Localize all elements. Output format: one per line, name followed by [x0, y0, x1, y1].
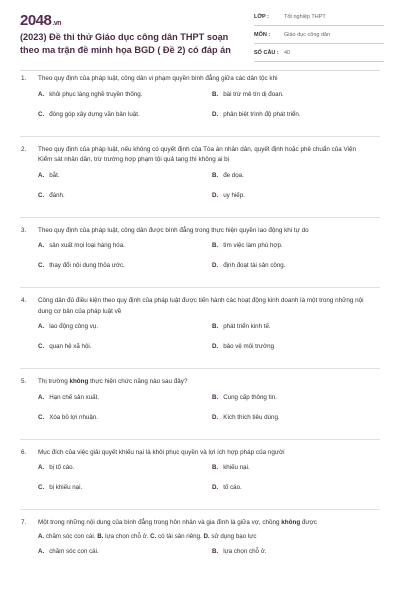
- option-letter: B.: [212, 464, 219, 471]
- answer-option-b[interactable]: [212, 394, 277, 401]
- exam-meta: [254, 12, 384, 66]
- option-letter: A.: [38, 171, 45, 179]
- option-letter: D.: [212, 262, 219, 269]
- option-letter: D.: [212, 343, 219, 350]
- meta-label: SỐ CÂU :: [254, 50, 279, 56]
- question-7: [0, 518, 400, 568]
- option-letter: C.: [38, 343, 45, 350]
- answer-option-b[interactable]: [212, 323, 271, 330]
- option-text: bài trừ mê tín dị đoan.: [223, 90, 284, 98]
- answer-option-c[interactable]: [38, 414, 98, 421]
- question-divider: [20, 509, 380, 510]
- answer-options: [38, 394, 372, 434]
- question-2: [0, 145, 400, 218]
- option-letter: C.: [150, 532, 157, 540]
- option-letter: D.: [212, 191, 219, 199]
- meta-label: MÔN :: [254, 32, 271, 38]
- option-text: bắt.: [49, 171, 60, 179]
- option-letter: A.: [38, 547, 45, 555]
- question-text-emphasis: không: [281, 519, 301, 526]
- option-text: quan hệ xã hội.: [49, 343, 92, 350]
- option-letter: B.: [212, 393, 219, 401]
- question-number: 4.: [21, 297, 27, 304]
- answer-options: [38, 323, 372, 363]
- option-text: Kích thích tiêu dùng.: [223, 413, 280, 421]
- answer-option-d[interactable]: [212, 262, 285, 269]
- option-text: đóng góp xây dựng văn bản luật.: [49, 110, 140, 118]
- option-text: tố cáo.: [223, 484, 242, 491]
- option-text: chăm sóc con cái.: [45, 532, 96, 540]
- answer-options: [38, 91, 372, 131]
- option-text: lao động công vụ.: [49, 323, 99, 330]
- option-letter: D.: [212, 413, 219, 421]
- answer-option-b[interactable]: [212, 172, 244, 179]
- question-divider: [20, 439, 380, 440]
- answer-option-a[interactable]: [38, 394, 99, 401]
- answer-option-b[interactable]: [212, 548, 266, 555]
- meta-row-count: [254, 48, 384, 62]
- question-text: Mục đích của việc giải quyết khiếu nại là khôi phục quyền và lợi ích hợp pháp của người: [38, 448, 285, 456]
- option-letter: A.: [38, 90, 45, 98]
- option-text: sản xuất mọi loại hàng hóa.: [49, 242, 125, 249]
- question-text: Theo quy định của pháp luật, nếu không có quyết định của Tòa án nhân dân, quyết định hoặc phê chuẩn của Viện Kiểm sát nhân dân, trừ trường hợp phạm tội quả tang thì không ai bị: [38, 145, 357, 163]
- option-text: Hạn chế sản xuất.: [49, 393, 100, 401]
- question-number: 1.: [21, 75, 27, 82]
- option-letter: D.: [212, 110, 219, 118]
- option-text: phát triển kinh tế.: [223, 323, 271, 330]
- option-letter: A.: [38, 242, 45, 249]
- option-letter: B.: [212, 547, 219, 555]
- option-text: thay đổi nội dung thỏa ước.: [49, 262, 125, 269]
- meta-row-subject: [254, 30, 384, 44]
- option-letter: C.: [38, 262, 45, 269]
- answer-option-c[interactable]: [38, 484, 82, 491]
- question-stem: [21, 74, 372, 85]
- question-stem: [21, 448, 372, 459]
- answer-option-b[interactable]: [212, 91, 284, 98]
- answer-option-d[interactable]: [212, 192, 245, 199]
- option-letter: B.: [97, 532, 104, 540]
- option-text: lựa chọn chỗ ở.: [105, 532, 149, 540]
- question-number: 5.: [21, 378, 27, 385]
- option-text: uy hiếp.: [223, 191, 245, 199]
- option-letter: A.: [38, 464, 45, 471]
- question-divider: [20, 136, 380, 137]
- inline-answer-summary: [38, 532, 372, 542]
- option-letter: C.: [38, 413, 45, 421]
- question-3: [0, 226, 400, 289]
- answer-options: [38, 464, 372, 504]
- question-5: [0, 377, 400, 440]
- option-letter: B.: [212, 323, 219, 330]
- meta-label: LỚP :: [254, 14, 269, 20]
- option-text: bị khiếu nại.: [49, 484, 83, 491]
- answer-option-a[interactable]: [38, 242, 125, 249]
- answer-options: [38, 548, 372, 568]
- question-text-after: được: [300, 519, 317, 526]
- option-text: tìm việc làm phù hợp.: [223, 242, 283, 249]
- question-number: 7.: [21, 519, 27, 526]
- option-letter: A.: [38, 532, 45, 540]
- question-stem: [21, 226, 372, 237]
- option-text: chăm sóc con cái.: [49, 547, 99, 555]
- meta-value: Tốt nghiệp THPT: [284, 14, 326, 20]
- option-letter: C.: [38, 191, 45, 199]
- question-text: Theo quy định của pháp luật, công dân được bình đẳng trong thực hiện quyền lao động khi tự do: [38, 226, 309, 234]
- answer-option-a[interactable]: [38, 91, 142, 98]
- answer-option-b[interactable]: [212, 242, 283, 249]
- question-text-after: thực hiện chức năng nào sau đây?: [88, 378, 188, 385]
- option-letter: B.: [212, 90, 219, 98]
- page-header: [0, 0, 400, 64]
- exam-title: (2023) Đề thi thử Giáo dục công dân THPT soạn theo ma trận đề minh họa BGD ( Đề 2) có đáp án: [20, 32, 231, 55]
- option-text: phân biệt trình độ phát triển.: [223, 110, 301, 118]
- question-text-before: Thị trường: [38, 378, 70, 385]
- option-text: sử dụng bạo lực: [211, 532, 257, 540]
- option-letter: C.: [38, 110, 45, 118]
- question-6: [0, 448, 400, 511]
- question-text: Theo quy định của pháp luật, công dân vi phạm quyền bình đẳng giữa các dân tộc khi: [38, 75, 278, 82]
- option-text: Cung cấp thông tin.: [223, 393, 277, 401]
- answer-options: [38, 242, 372, 282]
- option-text: Xóa bỏ lợi nhuận.: [49, 413, 98, 421]
- option-text: lựa chọn chỗ ở.: [223, 547, 267, 555]
- option-letter: A.: [38, 393, 45, 401]
- question-text-emphasis: không: [69, 378, 89, 385]
- question-stem: [21, 296, 372, 317]
- logo-text: 2048: [20, 12, 52, 29]
- option-letter: B.: [212, 171, 219, 179]
- question-number: 6.: [21, 448, 27, 456]
- site-logo[interactable]: [20, 12, 61, 29]
- answer-options: [38, 172, 372, 212]
- question-4: [0, 296, 400, 369]
- question-divider: [20, 217, 380, 218]
- question-stem: [21, 518, 372, 529]
- meta-row-class: [254, 12, 384, 26]
- option-text: đánh.: [49, 191, 65, 199]
- option-text: có tài sản riêng.: [158, 532, 202, 540]
- question-list: [0, 74, 400, 568]
- answer-option-c[interactable]: [38, 343, 92, 350]
- answer-option-d[interactable]: [212, 414, 280, 421]
- option-text: định đoạt tài sản công.: [223, 262, 286, 269]
- question-stem: [21, 145, 372, 166]
- answer-option-d[interactable]: [212, 343, 274, 350]
- answer-option-c[interactable]: [38, 192, 65, 199]
- question-divider: [20, 368, 380, 369]
- question-text: Công dân đủ điều kiện theo quy định của pháp luật được tiến hành các hoạt động kinh doanh là một trong những nội dung cơ bản của pháp luật về: [38, 297, 364, 315]
- question-number: 2.: [21, 145, 27, 153]
- option-letter: A.: [38, 323, 45, 330]
- question-text-before: Một trong những nội dung của bình đẳng trong hôn nhân và gia đình là giữa vợ, chồng: [38, 519, 282, 526]
- answer-option-a[interactable]: [38, 172, 60, 179]
- answer-option-d[interactable]: [212, 111, 301, 118]
- question-stem: [21, 377, 372, 388]
- option-text: khiếu nại.: [223, 464, 250, 471]
- option-letter: D.: [212, 484, 219, 491]
- header-divider: [20, 70, 380, 71]
- answer-option-d[interactable]: [212, 484, 242, 491]
- meta-value: 40: [284, 50, 291, 56]
- option-text: bảo vệ môi trường: [223, 343, 275, 350]
- option-letter: D.: [203, 532, 210, 540]
- logo-suffix: .vn: [52, 20, 61, 27]
- question-divider: [20, 287, 380, 288]
- option-text: khôi phục làng nghề truyền thống.: [49, 90, 143, 98]
- answer-option-a[interactable]: [38, 464, 74, 471]
- answer-option-a[interactable]: [38, 548, 99, 555]
- answer-option-b[interactable]: [212, 464, 250, 471]
- meta-value: Giáo dục công dân: [284, 32, 331, 38]
- answer-option-a[interactable]: [38, 323, 98, 330]
- option-letter: B.: [212, 242, 219, 249]
- option-letter: C.: [38, 484, 45, 491]
- option-text: bị tố cáo.: [49, 464, 75, 471]
- answer-option-c[interactable]: [38, 111, 140, 118]
- question-1: [0, 74, 400, 137]
- question-number: 3.: [21, 226, 27, 234]
- option-text: đe dọa.: [223, 171, 244, 179]
- answer-option-c[interactable]: [38, 262, 125, 269]
